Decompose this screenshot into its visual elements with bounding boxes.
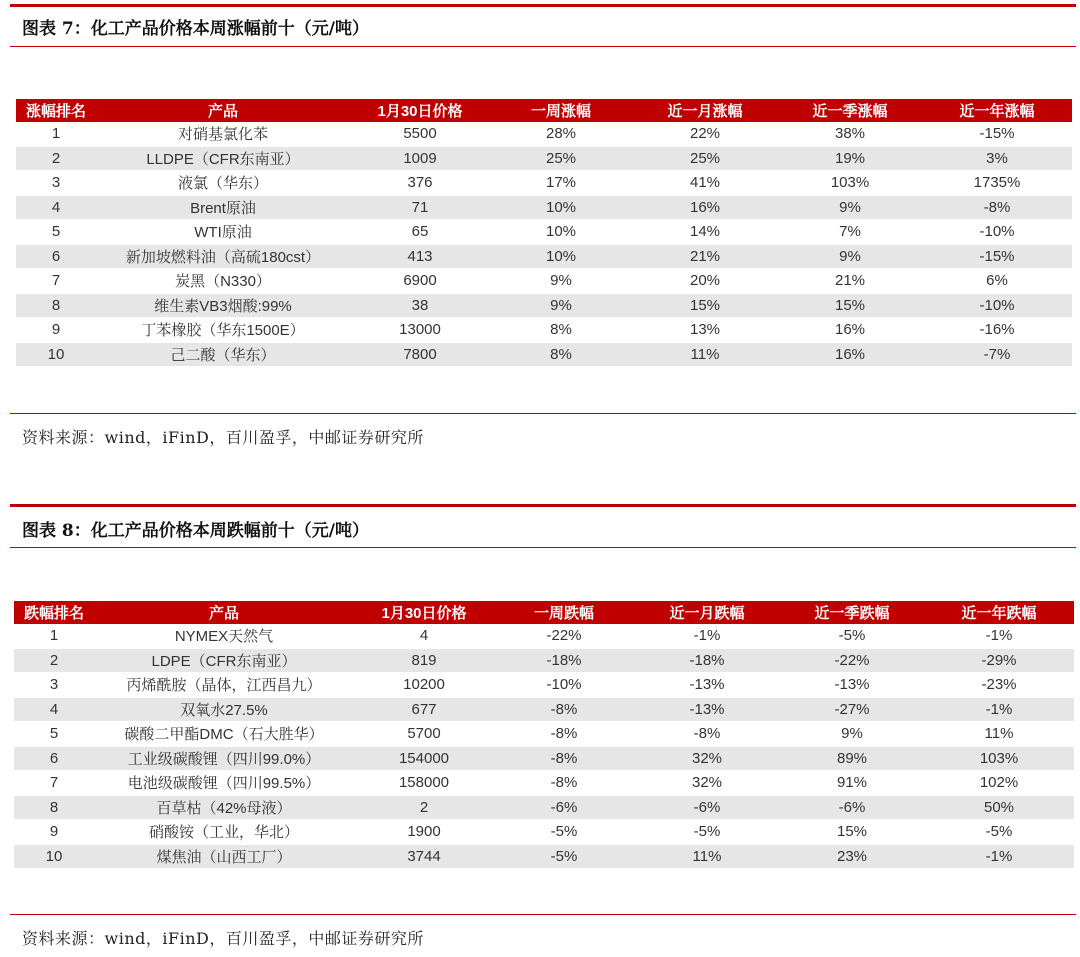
price-cell: 65 (350, 220, 490, 245)
year-change-cell: -1% (924, 624, 1074, 648)
quarter-change-cell: -5% (780, 624, 924, 648)
quarter-change-cell: 15% (778, 293, 922, 318)
rank-cell: 2 (16, 146, 96, 171)
week-change-cell: 10% (490, 195, 632, 220)
week-change-cell: 10% (490, 220, 632, 245)
quarter-change-cell: 23% (780, 844, 924, 869)
week-change-cell: 9% (490, 293, 632, 318)
price-cell: 819 (354, 648, 494, 673)
header-rank: 涨幅排名 (16, 99, 96, 122)
rank-cell: 3 (16, 171, 96, 196)
table-row (16, 171, 1072, 196)
price-cell: 677 (354, 697, 494, 722)
product-cell: 对硝基氯化苯 (96, 122, 350, 146)
month-change-cell: 21% (632, 244, 778, 269)
product-cell: 工业级碳酸锂（四川99.0%） (94, 746, 354, 771)
rank-cell: 9 (14, 820, 94, 845)
header-price: 1月30日价格 (350, 99, 490, 122)
table-row (14, 746, 1074, 771)
week-change-cell: 9% (490, 269, 632, 294)
month-change-cell: 41% (632, 171, 778, 196)
rank-cell: 4 (16, 195, 96, 220)
table-row (14, 722, 1074, 747)
table-row (16, 244, 1072, 269)
quarter-change-cell: 16% (778, 342, 922, 367)
table-row (14, 795, 1074, 820)
year-change-cell: -10% (922, 220, 1072, 245)
year-change-cell: -23% (924, 673, 1074, 698)
price-cell: 1900 (354, 820, 494, 845)
product-cell: LDPE（CFR东南亚） (94, 648, 354, 673)
price-cell: 6900 (350, 269, 490, 294)
price-cell: 7800 (350, 342, 490, 367)
header-product: 产品 (94, 601, 354, 624)
rank-cell: 10 (16, 342, 96, 367)
week-change-cell: 10% (490, 244, 632, 269)
table-row (14, 697, 1074, 722)
week-change-cell: -5% (494, 844, 634, 869)
table-row (14, 624, 1074, 648)
product-cell: 炭黑（N330） (96, 269, 350, 294)
table-row (14, 820, 1074, 845)
table-row (14, 844, 1074, 869)
table-row (14, 648, 1074, 673)
product-cell: WTI原油 (96, 220, 350, 245)
table-row (16, 342, 1072, 367)
month-change-cell: -13% (634, 673, 780, 698)
rise-bottom-rule (10, 413, 1076, 414)
month-change-cell: 32% (634, 771, 780, 796)
year-change-cell: 3% (922, 146, 1072, 171)
rank-cell: 8 (16, 293, 96, 318)
rank-cell: 5 (16, 220, 96, 245)
table-row (16, 220, 1072, 245)
price-cell: 413 (350, 244, 490, 269)
week-change-cell: 8% (490, 342, 632, 367)
week-change-cell: 8% (490, 318, 632, 343)
product-cell: 百草枯（42%母液） (94, 795, 354, 820)
quarter-change-cell: -27% (780, 697, 924, 722)
rise-table-title: 图表 7：化工产品价格本周涨幅前十（元/吨） (22, 19, 369, 39)
price-cell: 4 (354, 624, 494, 648)
week-change-cell: -8% (494, 771, 634, 796)
rank-cell: 4 (14, 697, 94, 722)
week-change-cell: -5% (494, 820, 634, 845)
month-change-cell: 32% (634, 746, 780, 771)
table-row (16, 122, 1072, 146)
quarter-change-cell: -22% (780, 648, 924, 673)
quarter-change-cell: 19% (778, 146, 922, 171)
quarter-change-cell: 21% (778, 269, 922, 294)
week-change-cell: 28% (490, 122, 632, 146)
month-change-cell: 13% (632, 318, 778, 343)
rank-cell: 6 (14, 746, 94, 771)
price-cell: 158000 (354, 771, 494, 796)
header-year: 近一年涨幅 (922, 99, 1072, 122)
year-change-cell: -7% (922, 342, 1072, 367)
week-change-cell: -8% (494, 697, 634, 722)
quarter-change-cell: 15% (780, 820, 924, 845)
product-cell: 液氯（华东） (96, 171, 350, 196)
product-cell: 维生素VB3烟酸:99% (96, 293, 350, 318)
rank-cell: 3 (14, 673, 94, 698)
year-change-cell: 1735% (922, 171, 1072, 196)
year-change-cell: 103% (924, 746, 1074, 771)
year-change-cell: -1% (924, 844, 1074, 869)
product-cell: 硝酸铵（工业，华北） (94, 820, 354, 845)
week-change-cell: -18% (494, 648, 634, 673)
price-cell: 376 (350, 171, 490, 196)
month-change-cell: -8% (634, 722, 780, 747)
year-change-cell: 11% (924, 722, 1074, 747)
year-change-cell: -8% (922, 195, 1072, 220)
product-cell: LLDPE（CFR东南亚） (96, 146, 350, 171)
rank-cell: 2 (14, 648, 94, 673)
fall-source-note: 资料来源：wind，iFinD，百川盈孚，中邮证券研究所 (22, 929, 424, 948)
month-change-cell: -18% (634, 648, 780, 673)
header-week: 一周跌幅 (494, 601, 634, 624)
fall-title-rule (10, 547, 1076, 548)
product-cell: NYMEX天然气 (94, 624, 354, 648)
year-change-cell: -15% (922, 244, 1072, 269)
price-cell: 71 (350, 195, 490, 220)
price-cell: 10200 (354, 673, 494, 698)
fall-header-row (14, 601, 1074, 624)
rank-cell: 6 (16, 244, 96, 269)
rank-cell: 7 (16, 269, 96, 294)
product-cell: 双氧水27.5% (94, 697, 354, 722)
table-row (14, 771, 1074, 796)
year-change-cell: -15% (922, 122, 1072, 146)
rise-header-row (16, 99, 1072, 122)
header-rank: 跌幅排名 (14, 601, 94, 624)
fall-top-rule (10, 504, 1076, 507)
month-change-cell: 16% (632, 195, 778, 220)
rank-cell: 7 (14, 771, 94, 796)
product-cell: 丁苯橡胶（华东1500E） (96, 318, 350, 343)
price-cell: 5500 (350, 122, 490, 146)
rise-table (16, 99, 1072, 367)
year-change-cell: -10% (922, 293, 1072, 318)
quarter-change-cell: 9% (778, 244, 922, 269)
month-change-cell: 20% (632, 269, 778, 294)
week-change-cell: 17% (490, 171, 632, 196)
week-change-cell: 25% (490, 146, 632, 171)
quarter-change-cell: 16% (778, 318, 922, 343)
header-year: 近一年跌幅 (924, 601, 1074, 624)
rank-cell: 5 (14, 722, 94, 747)
year-change-cell: -5% (924, 820, 1074, 845)
quarter-change-cell: 91% (780, 771, 924, 796)
table-row (16, 146, 1072, 171)
table-row (16, 269, 1072, 294)
year-change-cell: 102% (924, 771, 1074, 796)
quarter-change-cell: 9% (778, 195, 922, 220)
month-change-cell: 14% (632, 220, 778, 245)
header-week: 一周涨幅 (490, 99, 632, 122)
quarter-change-cell: -13% (780, 673, 924, 698)
price-cell: 2 (354, 795, 494, 820)
product-cell: 己二酸（华东） (96, 342, 350, 367)
month-change-cell: 22% (632, 122, 778, 146)
month-change-cell: 15% (632, 293, 778, 318)
product-cell: 碳酸二甲酯DMC（石大胜华） (94, 722, 354, 747)
table-row (16, 293, 1072, 318)
month-change-cell: -6% (634, 795, 780, 820)
year-change-cell: -1% (924, 697, 1074, 722)
table-row (16, 318, 1072, 343)
quarter-change-cell: -6% (780, 795, 924, 820)
year-change-cell: -29% (924, 648, 1074, 673)
price-cell: 3744 (354, 844, 494, 869)
quarter-change-cell: 38% (778, 122, 922, 146)
product-cell: 煤焦油（山西工厂） (94, 844, 354, 869)
fall-table-title: 图表 8：化工产品价格本周跌幅前十（元/吨） (22, 521, 369, 541)
price-cell: 38 (350, 293, 490, 318)
rank-cell: 8 (14, 795, 94, 820)
rank-cell: 1 (14, 624, 94, 648)
product-cell: 新加坡燃料油（高硫180cst） (96, 244, 350, 269)
price-cell: 5700 (354, 722, 494, 747)
month-change-cell: -5% (634, 820, 780, 845)
rank-cell: 9 (16, 318, 96, 343)
month-change-cell: -1% (634, 624, 780, 648)
quarter-change-cell: 103% (778, 171, 922, 196)
table-row (16, 195, 1072, 220)
month-change-cell: 25% (632, 146, 778, 171)
week-change-cell: -8% (494, 746, 634, 771)
quarter-change-cell: 89% (780, 746, 924, 771)
header-product: 产品 (96, 99, 350, 122)
table-row (14, 673, 1074, 698)
quarter-change-cell: 7% (778, 220, 922, 245)
rank-cell: 1 (16, 122, 96, 146)
week-change-cell: -6% (494, 795, 634, 820)
header-price: 1月30日价格 (354, 601, 494, 624)
week-change-cell: -22% (494, 624, 634, 648)
week-change-cell: -10% (494, 673, 634, 698)
product-cell: Brent原油 (96, 195, 350, 220)
rise-title-rule (10, 46, 1076, 47)
month-change-cell: 11% (634, 844, 780, 869)
year-change-cell: 6% (922, 269, 1072, 294)
header-quarter: 近一季跌幅 (780, 601, 924, 624)
header-month: 近一月涨幅 (632, 99, 778, 122)
fall-bottom-rule (10, 914, 1076, 915)
price-cell: 154000 (354, 746, 494, 771)
fall-table (14, 601, 1074, 869)
rise-top-rule (10, 4, 1076, 7)
year-change-cell: -16% (922, 318, 1072, 343)
header-month: 近一月跌幅 (634, 601, 780, 624)
price-cell: 13000 (350, 318, 490, 343)
quarter-change-cell: 9% (780, 722, 924, 747)
product-cell: 丙烯酰胺（晶体，江西昌九） (94, 673, 354, 698)
month-change-cell: 11% (632, 342, 778, 367)
week-change-cell: -8% (494, 722, 634, 747)
header-quarter: 近一季涨幅 (778, 99, 922, 122)
product-cell: 电池级碳酸锂（四川99.5%） (94, 771, 354, 796)
rank-cell: 10 (14, 844, 94, 869)
month-change-cell: -13% (634, 697, 780, 722)
year-change-cell: 50% (924, 795, 1074, 820)
rise-source-note: 资料来源：wind，iFinD，百川盈孚，中邮证券研究所 (22, 428, 424, 447)
price-cell: 1009 (350, 146, 490, 171)
